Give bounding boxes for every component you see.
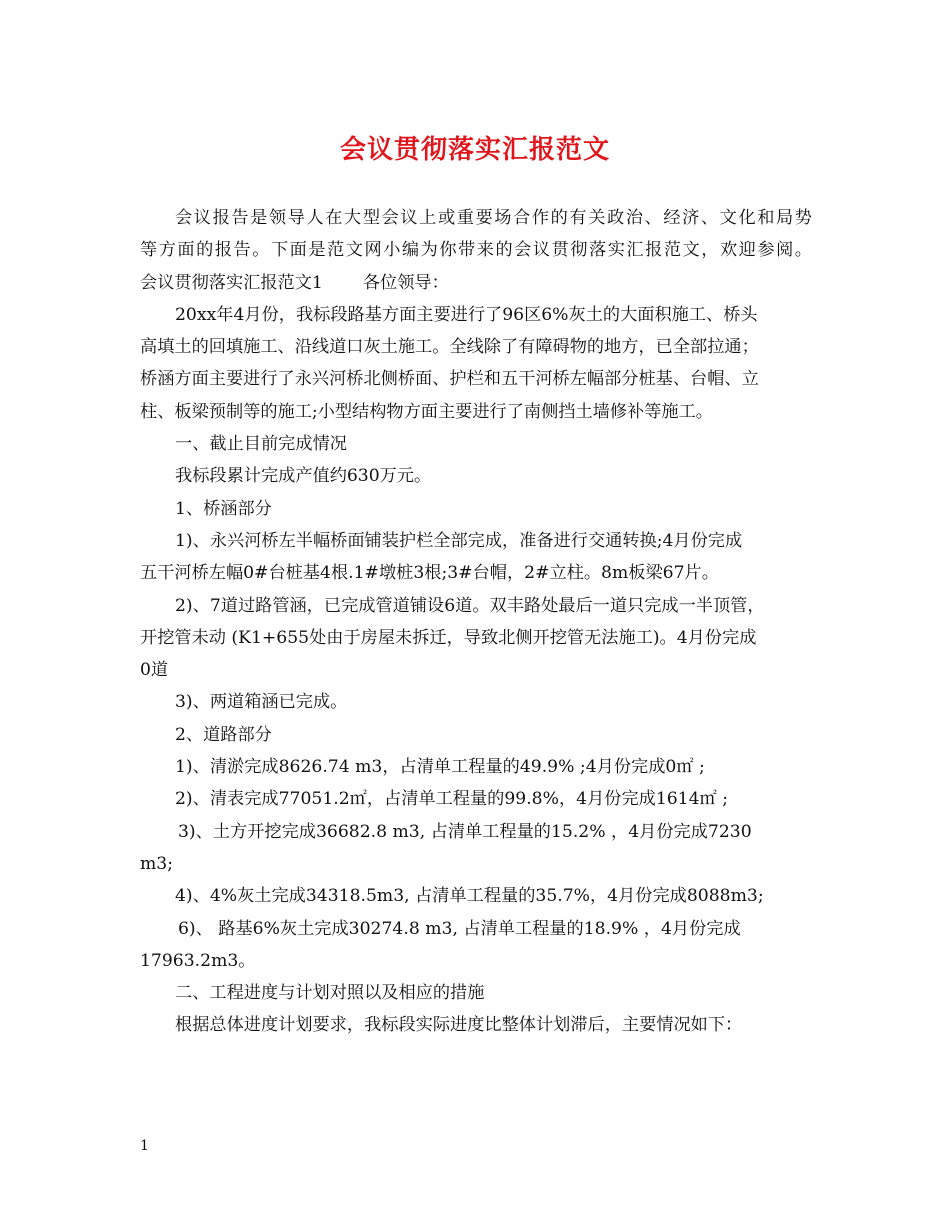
document-title: 会议贯彻落实汇报范文: [339, 135, 610, 165]
section-heading: 一、截止目前完成情况: [175, 434, 347, 455]
section-heading: 二、工程进度与计划对照以及相应的措施: [175, 983, 485, 1004]
paragraph-line: [140, 267, 812, 299]
salutation: 各位领导：: [362, 272, 449, 293]
paragraph-line: 3)、两道箱涵已完成。: [175, 692, 348, 713]
paragraph-line: 高填土的回填施工、沿线道口灰土施工。全线除了有障碍物的地方，已全部拉通；: [140, 337, 759, 358]
paragraph-line: 3)、土方开挖完成36682.8 m3, 占清单工程量的15.2% ，4月份完成7230: [178, 821, 752, 842]
paragraph-line: 2)、7道过路管涵，已完成管道铺设6道。双丰路处最后一道只完成一半顶管，: [175, 595, 765, 616]
document-body: [140, 202, 812, 1042]
paragraph-line: 等方面的报告。下面是范文网小编为你带来的会议贯彻落实汇报范文，欢迎参阅。: [140, 240, 812, 261]
paragraph-line: 1)、永兴河桥左半幅桥面铺装护栏全部完成，准备进行交通转换;4月份完成: [175, 530, 743, 551]
paragraph-line: m3;: [140, 853, 174, 874]
paragraph-line: 根据总体进度计划要求，我标段实际进度比整体计划滞后，主要情况如下：: [175, 1015, 743, 1036]
subsection-heading: 2、道路部分: [175, 724, 272, 745]
subsection-heading: 1、桥涵部分: [175, 498, 272, 519]
paragraph-line: 开挖管未动 (K1+655处由于房屋未拆迁，导致北侧开挖管无法施工)。4月份完成: [140, 627, 757, 648]
paragraph-line: 4)、4%灰土完成34318.5m3, 占清单工程量的35.7%，4月份完成8088m3;: [175, 886, 764, 907]
paragraph-line: 2)、清表完成77051.2㎡，占清单工程量的99.8%，4月份完成1614㎡ ;: [175, 789, 728, 810]
paragraph-line: 0道: [140, 660, 169, 681]
paragraph-line: 我标段累计完成产值约630万元。: [175, 466, 432, 487]
paragraph-line: 柱、板梁预制等的施工;小型结构物方面主要进行了南侧挡土墙修补等施工。: [140, 401, 713, 422]
section-heading: 会议贯彻落实汇报范文1: [140, 272, 323, 293]
paragraph-line: 20xx年4月份，我标段路基方面主要进行了96区6%灰土的大面积施工、桥头: [175, 304, 758, 325]
paragraph-line: 会议报告是领导人在大型会议上或重要场合作的有关政治、经济、文化和局势: [175, 208, 812, 228]
page-number: 1: [140, 1138, 149, 1154]
paragraph-line: 五干河桥左幅0#台桩基4根.1#墩桩3根;3#台帽，2#立柱。8m板梁67片。: [140, 563, 719, 584]
paragraph-line: 桥涵方面主要进行了永兴河桥北侧桥面、护栏和五干河桥左幅部分桩基、台帽、立: [140, 369, 759, 390]
paragraph-line: 1)、清淤完成8626.74 m3，占清单工程量的49.9% ;4月份完成0㎡ ;: [175, 757, 705, 778]
paragraph-line: 17963.2m3。: [140, 950, 256, 971]
paragraph-line: 6)、 路基6%灰土完成30274.8 m3, 占清单工程量的18.9% ，4月份完成: [178, 918, 741, 939]
